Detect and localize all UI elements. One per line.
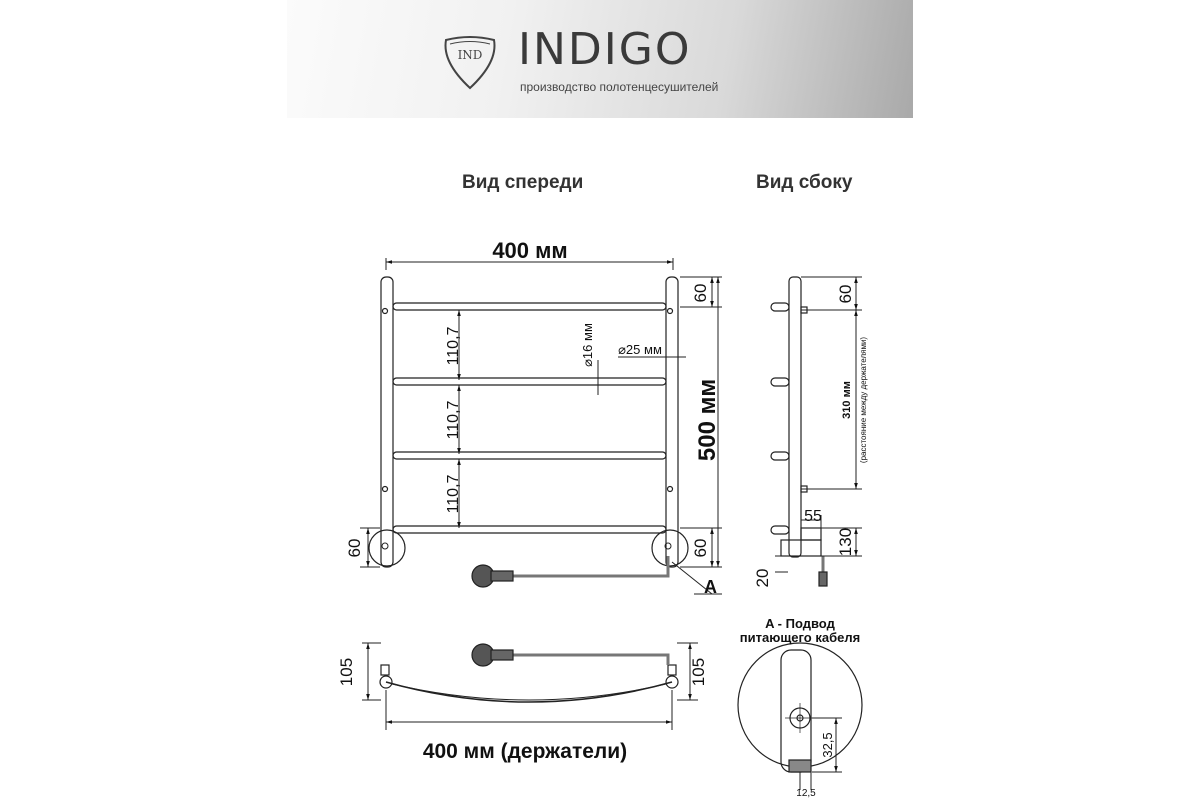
side-post — [789, 277, 801, 557]
side-holder-distance-label: 310 мм — [841, 381, 853, 419]
front-power-cable — [510, 556, 668, 576]
detail-title-line2: питающего кабеля — [739, 630, 861, 645]
side-base-label: 20 — [753, 568, 772, 588]
front-rung — [393, 303, 666, 310]
side-top-offset-label: 60 — [836, 284, 855, 304]
top-view — [362, 643, 698, 730]
detail-height-label: 32,5 — [820, 732, 835, 758]
side-depth-label: 55 — [804, 508, 822, 525]
post-diameter-label: ⌀25 мм — [618, 342, 662, 357]
brand-tagline: производство полотенцесушителей — [520, 80, 719, 94]
front-bottom-offset-left-label: 60 — [345, 538, 364, 558]
logo-text: IND — [457, 48, 483, 62]
detail-a — [738, 643, 862, 790]
front-view — [360, 258, 722, 594]
front-spacing-label: 110,7 — [445, 474, 462, 514]
side-holder-distance-note: (расстояние между держателями) — [859, 336, 868, 464]
front-spacing-label: 110,7 — [445, 400, 462, 440]
front-height-label: 500 мм — [694, 378, 721, 462]
top-power-cable — [510, 655, 668, 665]
front-rung — [393, 526, 666, 533]
front-left-post — [381, 277, 393, 567]
top-width-label: 400 мм (держатели) — [422, 740, 628, 763]
side-view-title: Вид сбоку — [756, 172, 853, 193]
front-right-post — [666, 277, 678, 567]
front-spacing-label: 110,7 — [445, 326, 462, 366]
front-rung — [393, 452, 666, 459]
side-bottom-height-label: 130 — [836, 527, 855, 557]
top-view-labels — [337, 658, 708, 763]
side-view-labels — [753, 285, 868, 588]
callout-a-label: A — [704, 577, 717, 597]
brand-name: INDIGO — [518, 24, 692, 75]
front-top-offset-label: 60 — [691, 283, 710, 303]
tube-diameter-label: ⌀16 мм — [580, 323, 595, 367]
front-view-title: Вид спереди — [462, 172, 584, 193]
top-curved-rung — [386, 682, 672, 702]
detail-width-label: 12,5 — [796, 788, 816, 799]
front-bottom-offset-right-label: 60 — [691, 538, 710, 558]
top-depth-right-label: 105 — [689, 657, 708, 687]
front-width-label: 400 мм — [492, 238, 568, 263]
front-view-labels — [345, 238, 721, 597]
front-rung — [393, 378, 666, 385]
side-plug-icon — [819, 572, 827, 586]
top-depth-left-label: 105 — [337, 657, 356, 687]
detail-title-line1: A - Подвод — [765, 616, 835, 631]
